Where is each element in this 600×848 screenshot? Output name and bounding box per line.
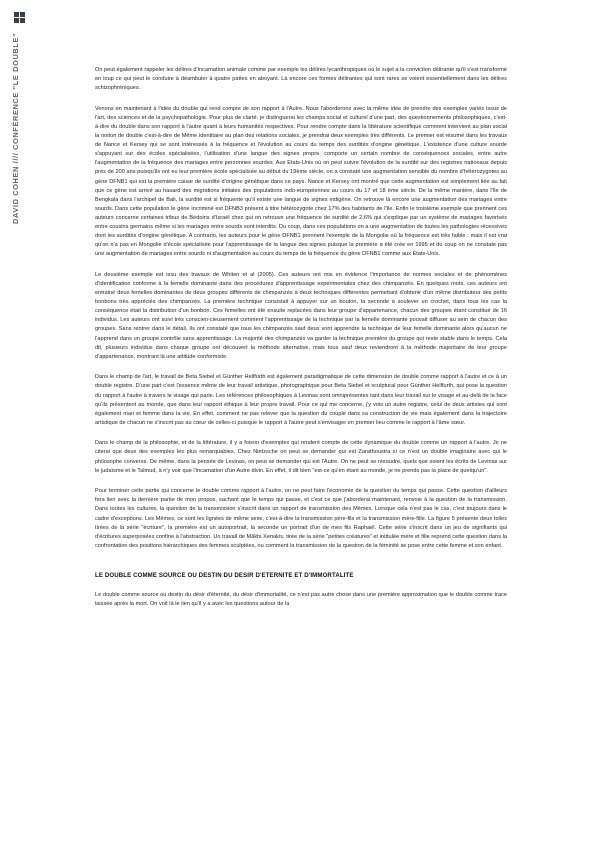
paragraph: Le deuxième exemple est issu des travaux de Whiten et al (2005). Ces auteurs ont mis en évidence l'importance de normes sociales et de phénomènes d'identification conforme à la femelle dominante dans des procédures d'apprentissage expérimentales chez des chimpanzés. En quelques mots, ces auteurs ont entrainé deux femelles dominantes de deux groupes différents de chimpanzés à deux techniques différentes permettant d'obtenir d'un même distributeur des petits bonbons très appréciés des chimpanzés. La première technique consistait à appuyer sur un bouton, la seconde à soulever un crochet, dans tous les cas la conséquence était la distribution d'un bonbon. Ces femelles ont été ensuite replacées dans leur groupe d'appartenance, chacun des groupes étant constitué de 16 individus. Les auteurs ont suivi très conscien-cieusement comment l'apprentissage de la technique par la femelle dominante pouvait diffuser au sein de chacun des groupes. Sans rentrer dans le détail, ils ont constaté que tous les chimpanzés sauf deux vont apprendre la technique de leur femelle dominante alors qu'aucun ne l'apprend dans un groupe contrôle sans apprentissage. La majorité des chimpanzés va garder la technique première du groupe qui reste stable dans le temps. Cela dit, plusieurs individus dans chaque groupe ont découvert la méthode alternative, mais tous sauf deux reviendront à la méthode majoritaire de leur groupe d'appartenance, montrant là une attitude conformiste. <box>95 271 507 360</box>
sidebar-vertical-title: DAVID COHEN //// CONFÉRENCE "LE DOUBLE" <box>11 32 20 224</box>
paragraph: Dans le champ de l'art, le travail de Beta Siebel et Günther Hellfurth est également paradigmatique de cette dimension de double comme rapport à l'autre et ce à un double registre. D'une part c'est l'essence même de leur travail artistique, photographique pour Beta Siebel et sculptural pour Günther Hellfurth, qui pose la question du rapport à l'autre à travers le visage qui parle. Les références philosophiques à Levinas sont omniprésentes tant dans leur travail sur le visage et au-delà de la face qu'ils présentent au monde, que dans leur rapport éthique à leur propre travail. Pour ce qui me concerne, j'y vois un autre registre, celui de deux artistes qui sont également mari et femme dans la vie. En effet, comment ne pas relever que la question du couple dans sa construction de vie mais également dans la trajectoire artistique de chacun ne s'inscrit pas au cœur de celles-ci puisque le rapport à l'autre peut s'envisager en premier lieu comme le rapport à l'âme sœur. <box>95 374 507 426</box>
left-sidebar <box>0 0 88 848</box>
closing-paragraph: Le double comme source ou destin du désir d'éternité, du désir d'immortalité, ce n'est pas autre chose dans une première approximation que le double comme trace laissée après la mort. On voit là le lien qu'il y a avec les questions autour de la <box>95 591 507 607</box>
paragraph: Dans le champ de la philosophie, et de la littérature, il y a foison d'exemples qui rendent compte de cette dynamique du double comme un rapport à l'autre. Je ne citerai que deux des exemples les plus remarquables. Chez Nietzsche on peut se demander qui est Zarathoustra si ce n'est un double imaginaire avec qui le philosophe converse. De même, dans la pensée de Levinas, on peut se demander qui est l'Autre. On ne peut se résoudre, quels que soient les écrits de Levinas sur le judaïsme et le Talmud, à n'y voir que l'incarnation d'un Autre divin. En effet, il dit bien "est-ce qu'en étant au monde, je ne prends pas la place de quelqu'un". <box>95 440 507 474</box>
paragraph: On peut également rappeler les délires d'incarnation animale comme par exemple les délires lycanthropiques où le sujet a la conviction délirante qu'il s'est transformé en loup ce qui peut le conduire à déambuler à quatre pattes en aboyant. Là encore ces formes délirantes qui sont rares se voient essentiellement dans les délires schizophréniques. <box>95 67 507 92</box>
grid-square-logo-icon <box>14 12 25 23</box>
document-body <box>95 66 507 621</box>
paragraph: Pour terminer cette partie qui concerne le double comme rapport à l'autre, on ne peut faire l'économie de la question du temps qui passe. Cette question d'ailleurs fera lien avec la dernière partie de mon propos, sachant que le temps qui passe, et c'est ce que j'aborderai maintenant, renvoie à la question de la transmission. Dans toutes les cultures, la question de la transmission s'inscrit dans un rapport de transmission des Mêmes. Lorsque cela n'est pas le cas, c'est toujours dans le cadre d'exceptions. Les Mêmes, ce sont les lignées de même sexe, c'est-à-dire la transmission père-fils et la transmission mère-fille. La figure 5 présente deux toiles tirées de la série "écriture", la première est un autoportrait, la seconde un portrait d'un de mes fils Raphaël. Cette série s'inscrit dans un jeu de signifiants qui d'écritures superposées confine à l'abstraction. Un travail de Mâkhi Xenakis, tirée de la série "petites créatures" et intitulée mère et fille reprend cette question dans la confrontation des positions hiérarchiques des femmes sculptées, ou comment la transmission de la question de la féminité se pose entre cette femme et son enfant. <box>95 488 507 549</box>
section-heading: LE DOUBLE COMME SOURCE OU DESTIN DU DESIR D'ETERNITE ET D'IMMORTALITE <box>95 571 354 579</box>
paragraph: Venons en maintenant à l'idée du double qui rend compte de son rapport à l'Autre. Nous l'aborderons avec la même idée de prendre des exemples variés issus de l'art, des sciences et de la psychopathologie. Pour plus de clarté, je distinguerai les champs social et culturel d'une part, des questionnements philosophiques, c'est-à-dire du double dans son rapport à l'autre quant à leurs humanités respectives. Pour rendre compte dans la littérature scientifique comment intervient au plan social la notion de double c'est-à-dire de Même identitaire au plan des relations sociales, je prendrai deux exemples très différents. Le premier est résumé dans les travaux de Nance et Kersey qui se sont intéressés à la fréquence et l'évolution au cours du temps des surdités d'origine génétique. L'existence d'une culture sourde s'appuyant sur des écoles spécialisées, l'utilisation d'une langue des signes propre, comporte un certain nombre de conséquences sociales, entre autre l'augmentation de la fréquence des mariages entre personnes sourdes. Aux Etats-Unis où on peut suivre l'évolution de la surdité sur des registres nationaux depuis près de 200 ans puisqu'ils ont eu leur première école spécialisée au début du 19ème siècle, on a constaté une augmentation sensible du nombre d'hétérozygotes au gène DFNB1 qui est la première cause de surdité d'origine génétique dans ce pays. Nance et Kersey ont montré que cette augmentation est simplement liée au fait que ce gène est arrivé au hasard des migrations initiales des populations indo-européennes au cours du 17 et 18 ème siècle. De la même manière, dans l'île de Bengkala dans l'archipel de Bali, la surdité est si fréquente qu'il existe une langue de signes indigène. On retrouve là encore une augmentation des mariages entre sourds. Dans cette population le gène incriminé est DFNB3 présent à titre hétérozygote chez 17% des habitants de l'île. Enfin le troisième exemple que prennent ces auteurs concerne certaines tribus de Bédoins d'Israël chez qui on retrouve une fréquence de surdité de 2,6% qui s'explique par un système de mariages favorisés entre cousins germains même si les mariages entre sourds sont interdits. Du coup, dans ces populations on a une augmentation de toutes les pathologies récessives dont les surdités d'origine génétique. A contrario, les auteurs pour le gène DFNB1 prennent l'exemple de la Mongolie où la fréquence est très faible ; mais il est vrai qu'on n'a pas en Mongolie d'école spécialisée pour l'apprentissage de la langue des signes puisque la première a été crée en 1995 et du coup on ne constate pas une augmentation de mariages entre sourds ni d'augmentation au cours du temps de la fréquence du gène DFNB1 comme aux Etats-Unis. <box>95 105 507 258</box>
